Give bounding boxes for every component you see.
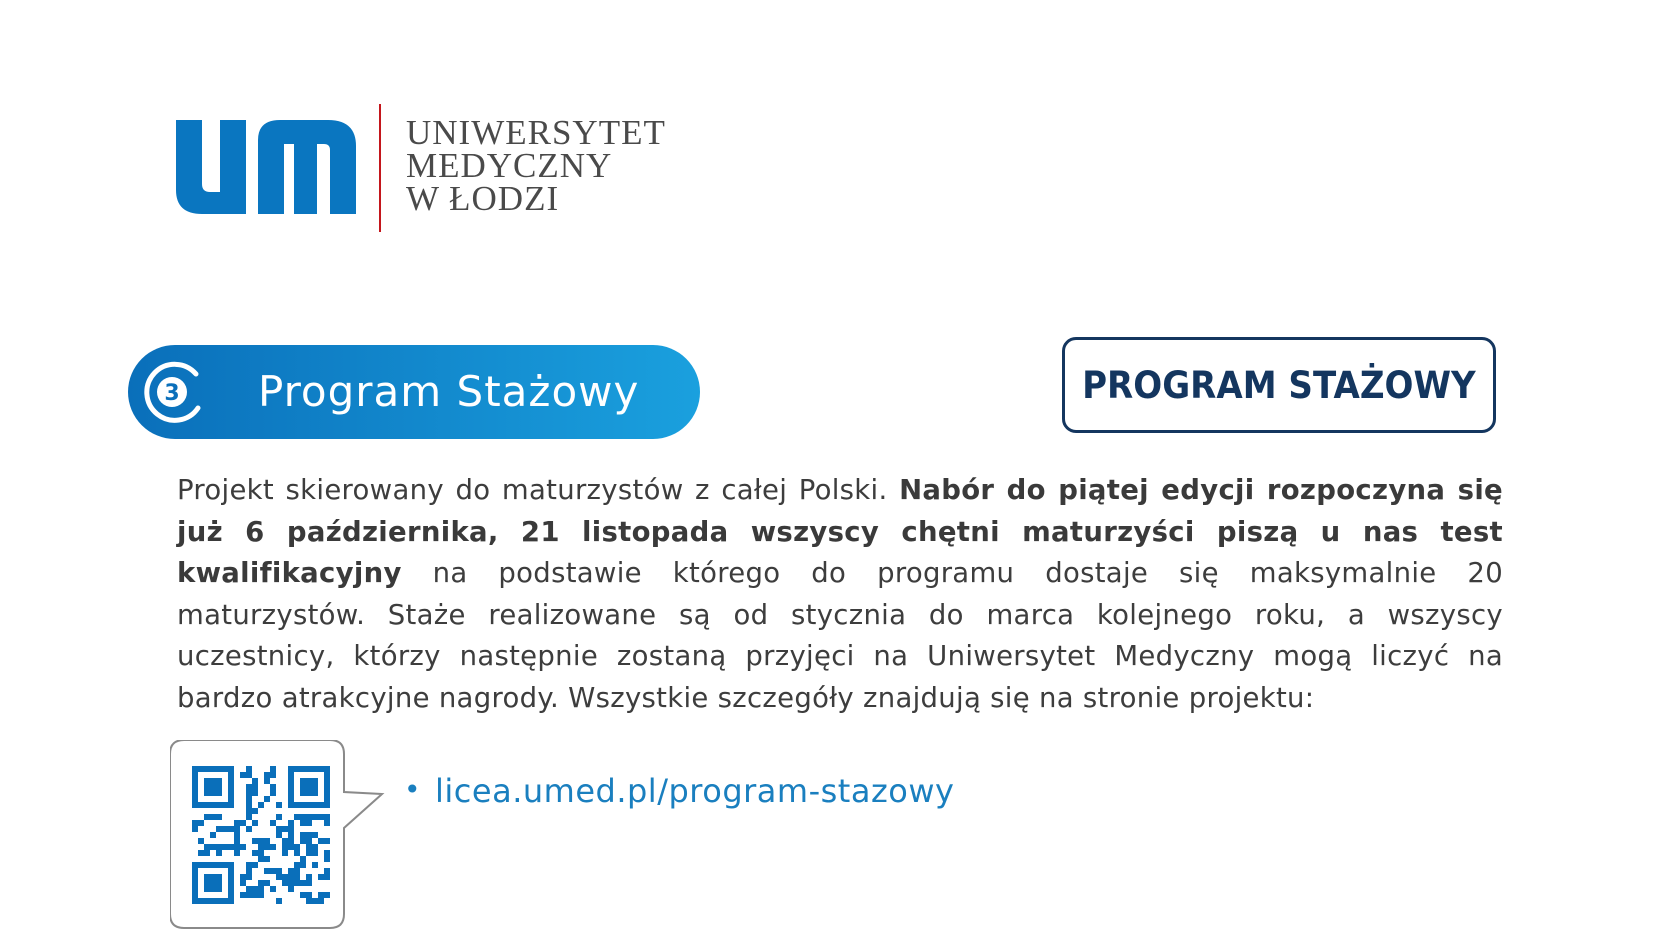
- qr-module: [288, 868, 294, 874]
- qr-module: [234, 838, 240, 844]
- qr-module: [216, 844, 222, 850]
- qr-module: [306, 880, 312, 886]
- qr-module: [252, 838, 258, 844]
- um-logo-mark: [176, 120, 356, 214]
- qr-module: [240, 880, 246, 886]
- qr-module: [300, 856, 306, 862]
- qr-module: [300, 820, 306, 826]
- qr-module: [294, 862, 300, 868]
- qr-module: [306, 838, 312, 844]
- logo-line-3: W ŁODZI: [406, 179, 560, 218]
- description-rest: na podstawie którego do programu dostaje się maksymalnie 20 maturzystów. Staże realizowane są od stycznia do marca kolejnego roku, a wszyscy uczestnicy, którzy następnie zostaną przyjęci na Uniwersytet Medyczny mogą liczyć na bardzo atrakcyjne nagrody. Wszystkie szczegóły znajdują się na stronie projektu:: [177, 557, 1503, 714]
- qr-module: [282, 874, 288, 880]
- qr-module: [246, 862, 252, 868]
- qr-module: [258, 856, 264, 862]
- qr-module: [252, 862, 258, 868]
- qr-module: [246, 808, 252, 814]
- qr-module: [252, 850, 258, 856]
- qr-module: [246, 766, 252, 772]
- qr-module: [276, 814, 282, 820]
- qr-module: [246, 886, 252, 892]
- qr-module: [300, 832, 306, 838]
- qr-module: [282, 826, 288, 832]
- qr-module: [324, 820, 330, 826]
- qr-module: [234, 850, 240, 856]
- qr-module: [246, 784, 252, 790]
- logo-divider: [379, 104, 381, 232]
- qr-module: [258, 844, 264, 850]
- qr-module: [270, 772, 276, 778]
- qr-module: [294, 868, 300, 874]
- qr-module: [228, 844, 234, 850]
- logo-line-2: MEDYCZNY: [406, 146, 613, 185]
- qr-module: [204, 844, 210, 850]
- qr-module: [288, 874, 294, 880]
- number-circle-icon: [142, 360, 206, 424]
- qr-module: [192, 820, 198, 826]
- qr-module: [300, 838, 306, 844]
- qr-module: [282, 844, 288, 850]
- qr-module: [240, 874, 246, 880]
- qr-module: [288, 886, 294, 892]
- qr-module: [258, 892, 264, 898]
- page-title-box: [1062, 337, 1496, 433]
- qr-module: [276, 898, 282, 904]
- qr-module: [324, 856, 330, 862]
- qr-module: [306, 814, 312, 820]
- qr-module: [240, 772, 246, 778]
- qr-module: [300, 862, 306, 868]
- qr-module: [198, 838, 204, 844]
- logo-wordmark: [406, 113, 666, 218]
- qr-module: [306, 898, 312, 904]
- qr-module: [312, 850, 318, 856]
- qr-module: [210, 814, 216, 820]
- section-number: 3: [164, 381, 180, 406]
- qr-module: [324, 838, 330, 844]
- qr-module: [282, 850, 288, 856]
- qr-module: [252, 808, 258, 814]
- qr-module: [294, 874, 300, 880]
- qr-module: [240, 892, 246, 898]
- qr-module: [222, 844, 228, 850]
- qr-module: [300, 814, 306, 820]
- description-paragraph: [177, 470, 1503, 719]
- qr-module: [282, 880, 288, 886]
- qr-module: [264, 838, 270, 844]
- qr-module: [264, 778, 270, 784]
- qr-module: [288, 820, 294, 826]
- qr-module: [216, 814, 222, 820]
- page-title: PROGRAM STAŻOWY: [1082, 363, 1476, 407]
- qr-module: [282, 838, 288, 844]
- qr-module: [246, 802, 252, 808]
- qr-module: [306, 892, 312, 898]
- qr-module: [306, 820, 312, 826]
- qr-module: [234, 844, 240, 850]
- qr-module: [240, 820, 246, 826]
- qr-module: [198, 850, 204, 856]
- qr-module: [318, 892, 324, 898]
- qr-module: [246, 814, 252, 820]
- qr-module: [246, 772, 252, 778]
- qr-module: [324, 874, 330, 880]
- qr-module: [294, 814, 300, 820]
- qr-module: [252, 784, 258, 790]
- qr-module: [306, 832, 312, 838]
- qr-module: [240, 844, 246, 850]
- qr-module: [252, 892, 258, 898]
- qr-module: [246, 892, 252, 898]
- logo-line-1: UNIWERSYTET: [406, 113, 666, 152]
- qr-module: [192, 826, 198, 832]
- qr-module: [258, 850, 264, 856]
- qr-module: [264, 856, 270, 862]
- qr-module: [276, 832, 282, 838]
- qr-module: [222, 826, 228, 832]
- qr-code-icon[interactable]: [192, 766, 330, 904]
- qr-module: [270, 766, 276, 772]
- qr-module: [234, 832, 240, 838]
- qr-module: [228, 826, 234, 832]
- qr-module: [318, 814, 324, 820]
- qr-module: [270, 784, 276, 790]
- qr-module: [288, 880, 294, 886]
- qr-module: [318, 838, 324, 844]
- qr-module: [204, 778, 222, 796]
- qr-module: [270, 868, 276, 874]
- qr-code-bubble: [170, 740, 390, 930]
- qr-module: [306, 874, 312, 880]
- qr-module: [204, 814, 210, 820]
- qr-module: [264, 772, 270, 778]
- qr-module: [294, 850, 300, 856]
- qr-module: [324, 850, 330, 856]
- qr-module: [258, 838, 264, 844]
- qr-module: [258, 880, 264, 886]
- qr-module: [306, 844, 312, 850]
- qr-module: [270, 886, 276, 892]
- section-pill: [128, 345, 700, 439]
- qr-module: [312, 844, 318, 850]
- qr-module: [270, 820, 276, 826]
- university-logo: [176, 104, 676, 236]
- qr-module: [264, 868, 270, 874]
- qr-module: [294, 880, 300, 886]
- qr-module: [312, 814, 318, 820]
- qr-module: [210, 844, 216, 850]
- qr-module: [246, 874, 252, 880]
- project-link-row[interactable]: [404, 772, 954, 810]
- qr-module: [270, 790, 276, 796]
- qr-module: [312, 862, 318, 868]
- qr-module: [300, 892, 306, 898]
- qr-module: [264, 880, 270, 886]
- qr-module: [318, 874, 324, 880]
- qr-module: [276, 802, 282, 808]
- description-intro: Projekt skierowany do maturzystów z całej Polski.: [177, 474, 900, 506]
- qr-module: [204, 874, 222, 892]
- qr-module: [324, 868, 330, 874]
- qr-module: [198, 820, 204, 826]
- section-label: Program Stażowy: [258, 367, 640, 416]
- qr-module: [252, 778, 258, 784]
- qr-module: [288, 826, 294, 832]
- qr-module: [246, 790, 252, 796]
- qr-module: [276, 868, 282, 874]
- qr-module: [264, 844, 270, 850]
- qr-module: [234, 820, 240, 826]
- qr-module: [246, 796, 252, 802]
- qr-module: [204, 850, 210, 856]
- qr-module: [294, 844, 300, 850]
- qr-module: [324, 892, 330, 898]
- qr-module: [270, 844, 276, 850]
- description-bold: Nabór do piątej edycji rozpoczyna się już 6 października, 21 listopada wszyscy chętni maturzyści piszą u nas test kwalifikacyjny: [177, 474, 1504, 589]
- qr-module: [306, 850, 312, 856]
- qr-module: [300, 880, 306, 886]
- qr-module: [324, 814, 330, 820]
- qr-module: [288, 844, 294, 850]
- qr-module: [276, 826, 282, 832]
- qr-module: [258, 886, 264, 892]
- qr-module: [246, 826, 252, 832]
- qr-module: [288, 832, 294, 838]
- project-link[interactable]: licea.umed.pl/program-stazowy: [435, 772, 955, 810]
- qr-module: [234, 826, 240, 832]
- qr-module: [216, 826, 222, 832]
- qr-module: [312, 832, 318, 838]
- qr-module: [210, 832, 216, 838]
- qr-module: [252, 790, 258, 796]
- qr-module: [312, 898, 318, 904]
- qr-module: [318, 898, 324, 904]
- qr-module: [258, 802, 264, 808]
- qr-module: [288, 838, 294, 844]
- bullet-icon: •: [404, 773, 422, 806]
- qr-module: [252, 820, 258, 826]
- qr-module: [216, 850, 222, 856]
- qr-module: [252, 886, 258, 892]
- qr-module: [276, 874, 282, 880]
- qr-module: [264, 796, 270, 802]
- qr-module: [300, 778, 318, 796]
- qr-module: [246, 868, 252, 874]
